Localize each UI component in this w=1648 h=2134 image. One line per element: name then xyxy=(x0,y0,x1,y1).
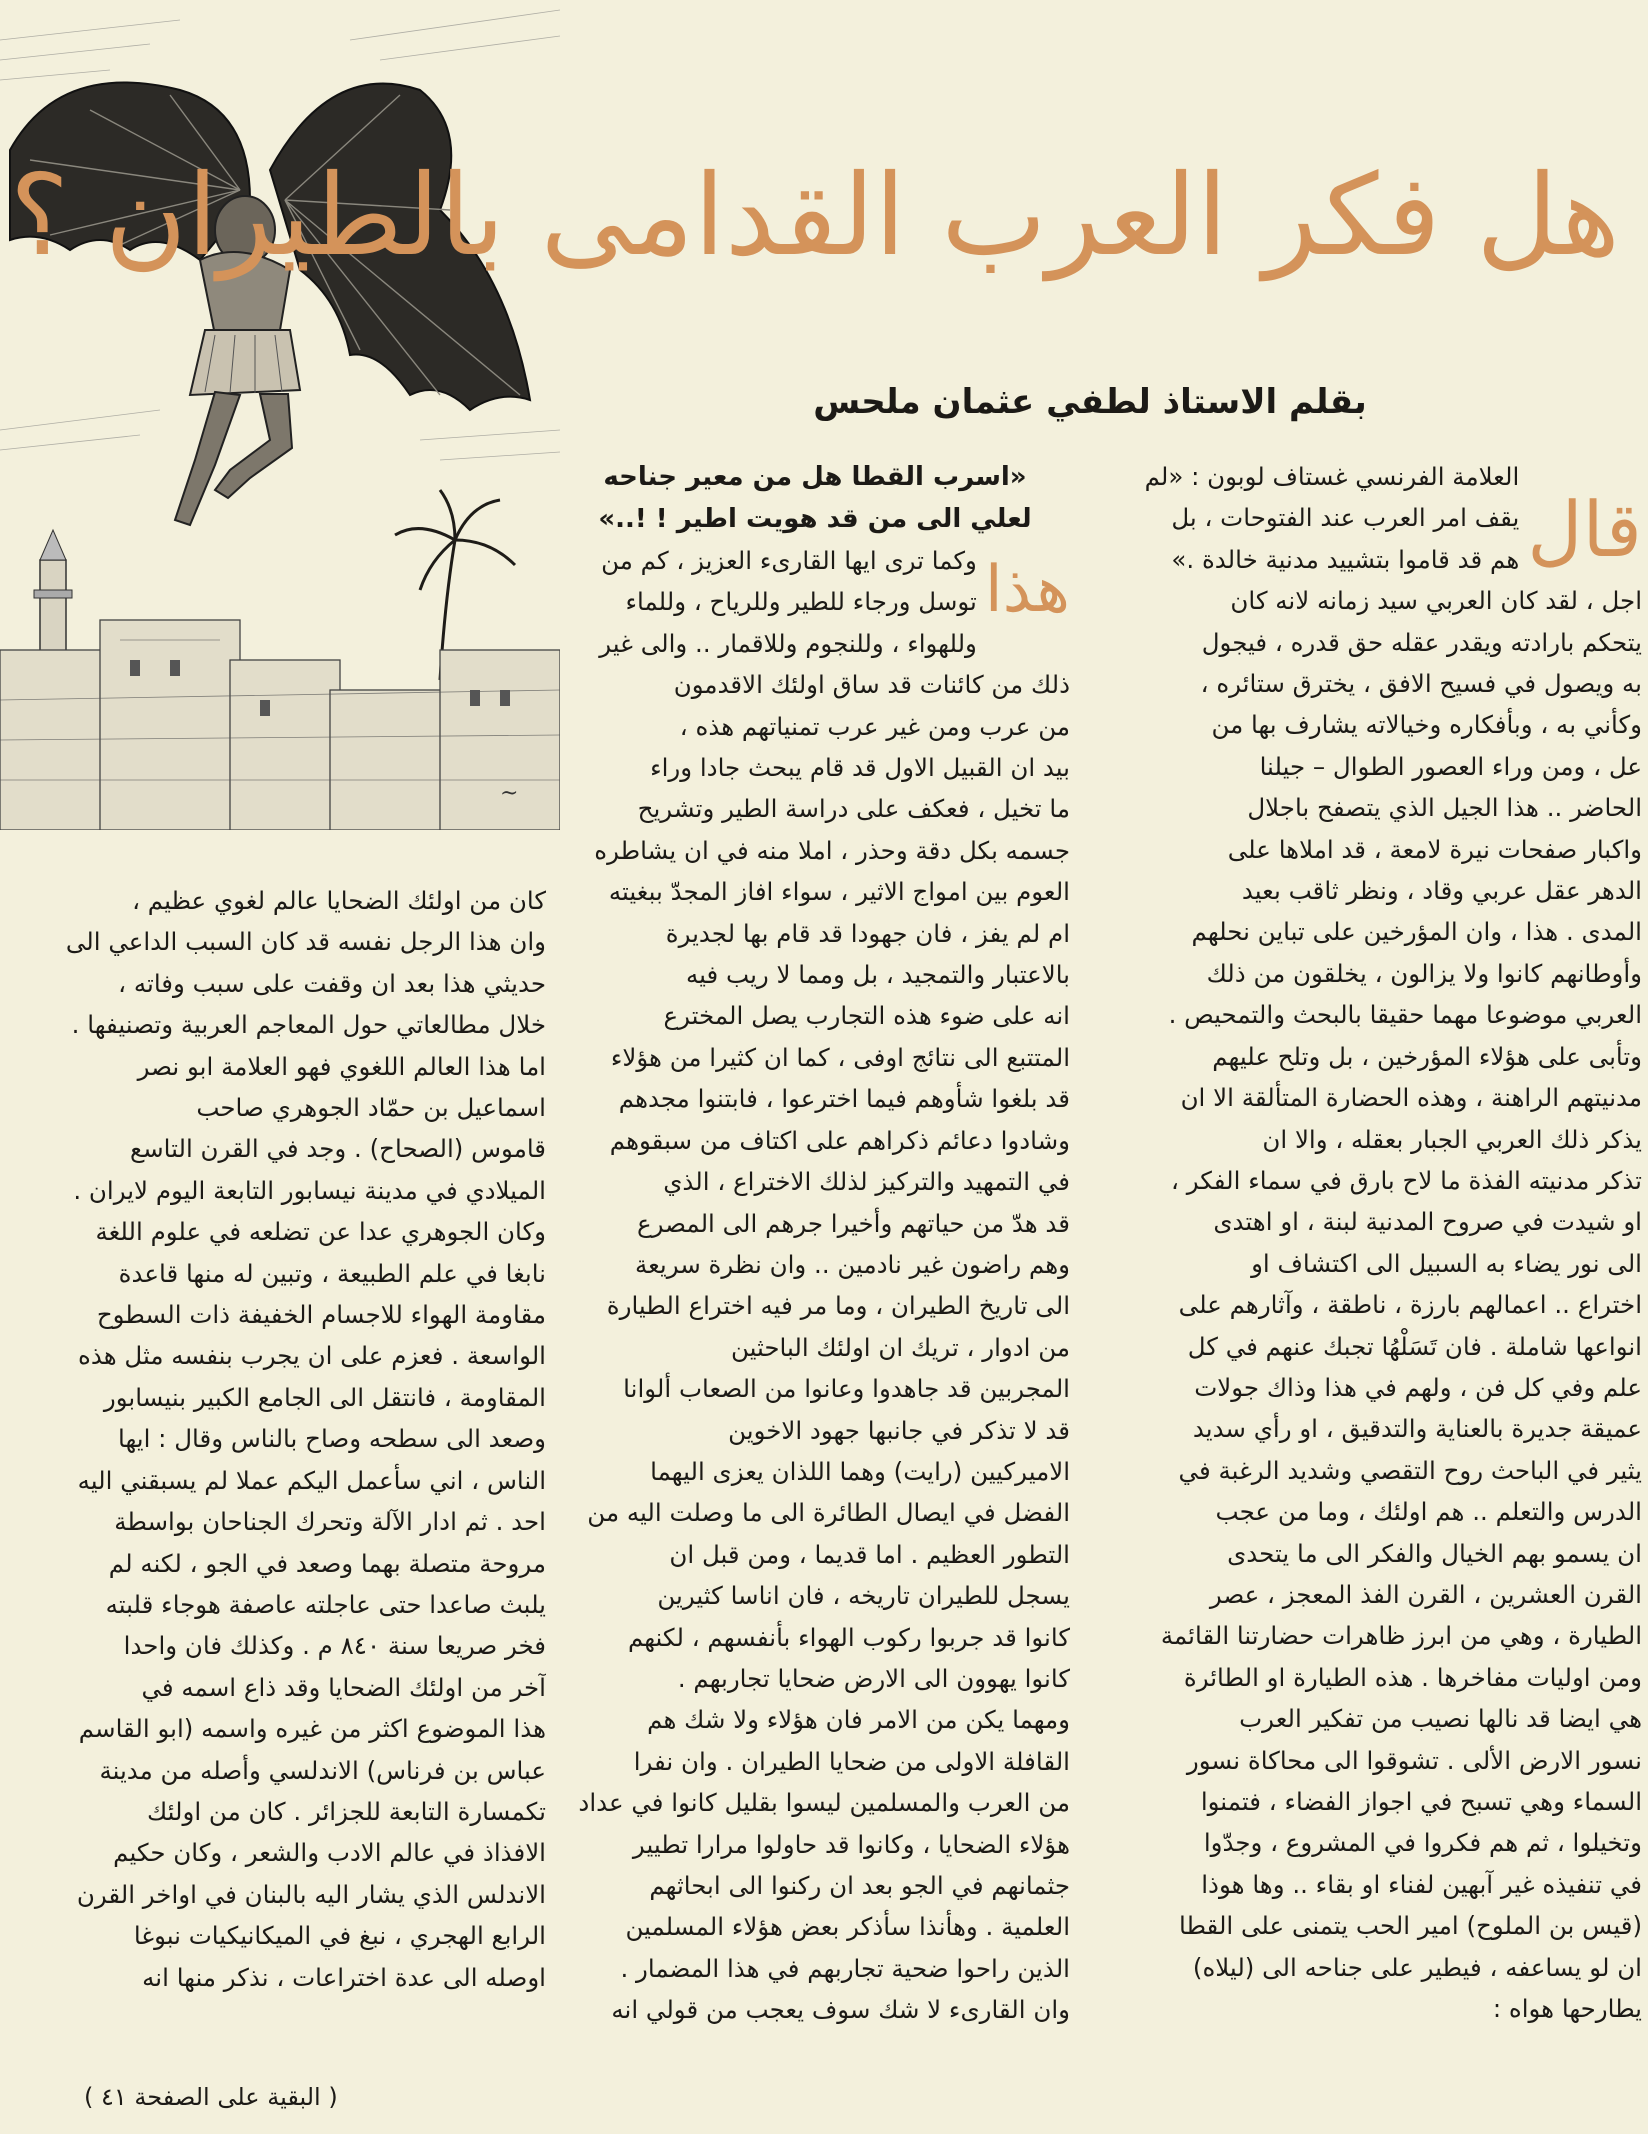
text-line: قد هدّ من حياتهم وأخيرا جرهم الى المصرع xyxy=(637,1208,1070,1238)
text-line: حديثي هذا بعد ان وقفت على سبب وفاته ، xyxy=(118,968,546,998)
article-title: هل فكر العرب القدامى بالطيران ؟ xyxy=(9,151,1620,281)
dropcap-right: قال xyxy=(1527,485,1642,574)
article-byline: بقلم الاستاذ لطفي عثمان ملحس xyxy=(813,382,1367,422)
text-column-left xyxy=(58,880,546,1998)
text-line: التطور العظيم . اما قديما ، ومن قبل ان xyxy=(669,1539,1070,1569)
text-line: هم قد قاموا بتشييد مدنية خالدة .» xyxy=(1171,544,1520,574)
text-line: الى تاريخ الطيران ، وما مر فيه اختراع الطيارة xyxy=(606,1291,1070,1321)
verse-line-2: لعلي الى من قد هويت اطير ! !..» xyxy=(598,504,1032,534)
text-line: وان القارىء لا شك سوف يعجب من قولي انه xyxy=(611,1995,1070,2025)
text-line: القافلة الاولى من ضحايا الطيران . وان نفرا xyxy=(633,1746,1070,1776)
text-line: الذين راحوا ضحية تجاربهم في هذا المضمار . xyxy=(620,1953,1070,1983)
text-line: تكمسارة التابعة للجزائر . كان من اولئك xyxy=(146,1796,546,1826)
text-line: بالاعتبار والتمجيد ، بل ومما لا ريب فيه xyxy=(686,960,1070,990)
text-line: يذكر ذلك العربي الجبار بعقله ، والا ان xyxy=(1262,1124,1642,1154)
text-line: قد بلغوا شأوهم فيما اخترعوا ، فابتنوا مجدهم xyxy=(618,1084,1070,1114)
text-line: الفضل في ايصال الطائرة الى ما وصلت اليه من xyxy=(587,1498,1070,1528)
text-line: احد . ثم ادار الآلة وتحرك الجناحان بواسطة xyxy=(114,1507,546,1537)
text-line: او شيدت في صروح المدنية لبنة ، او اهتدى xyxy=(1213,1207,1642,1237)
text-line: نابغا في علم الطبيعة ، وتبين له منها قاعدة xyxy=(118,1258,546,1288)
text-line: كانوا يهوون الى الارض ضحايا تجاربهم . xyxy=(677,1663,1070,1693)
text-line: القرن العشرين ، القرن الفذ المعجز ، عصر xyxy=(1209,1579,1642,1609)
text-line: الاندلس الذي يشار اليه بالبنان في اواخر القرن xyxy=(76,1879,546,1909)
text-line: الدهر عقل عربي وقاد ، ونظر ثاقب بعيد xyxy=(1241,876,1642,906)
text-line: المدى . هذا ، وان المؤرخين على تباين نحلهم xyxy=(1191,917,1642,947)
text-line: الاميركيين (رايت) وهما اللذان يعزى اليهما xyxy=(650,1456,1070,1486)
text-line: العلامة الفرنسي غستاف لوبون : «لم xyxy=(1144,462,1520,491)
text-line: الحاضر .. هذا الجيل الذي يتصفح باجلال xyxy=(1247,793,1642,823)
text-line: علم وفي كل فن ، ولهم في هذا وذاك جولات xyxy=(1194,1372,1642,1402)
text-line: الافذاذ في عالم الادب والشعر ، وكان حكيم xyxy=(113,1838,546,1868)
text-line: من العرب والمسلمين ليسوا بقليل كانوا في عداد xyxy=(578,1788,1070,1818)
text-line: توسل ورجاء للطير وللرياح ، وللماء xyxy=(625,587,977,617)
text-line: يتحكم بارادته ويقدر عقله حق قدره ، فيجول xyxy=(1201,627,1642,657)
text-line: تذكر مدنيته الفذة ما لاح بارق في سماء الفكر ، xyxy=(1171,1165,1642,1195)
text-line: خلال مطالعاتي حول المعاجم العربية وتصنيفها . xyxy=(71,1010,546,1040)
text-line: آخر من اولئك الضحايا وقد ذاع اسمه في xyxy=(141,1672,546,1702)
text-line: وتأبى على هؤلاء المؤرخين ، بل وتلح عليهم xyxy=(1212,1041,1642,1071)
text-line: وصعد الى سطحه وصاح بالناس وقال : ايها xyxy=(118,1424,546,1454)
verse-line-1: «اسرب القطا هل من معير جناحه xyxy=(603,462,1027,492)
text-line: في التمهيد والتركيز لذلك الاختراع ، الذي xyxy=(663,1167,1070,1197)
text-line: وكما ترى ايها القارىء العزيز ، كم من xyxy=(601,546,977,575)
text-line: جثمانهم في الجو بعد ان ركنوا الى ابحاثهم xyxy=(649,1871,1070,1900)
text-line: يثير في الباحث روح التقصي وشديد الرغبة في xyxy=(1178,1455,1642,1485)
text-line: نسور الارض الألى . تشوقوا الى محاكاة نسور xyxy=(1186,1745,1642,1775)
text-line: اسماعيل بن حمّاد الجوهري صاحب xyxy=(196,1093,546,1123)
text-line: وهم راضون غير نادمين .. وان نظرة سريعة xyxy=(634,1249,1070,1279)
text-line: مروحة متصلة بهما وصعد في الجو ، لكنه لم xyxy=(108,1548,546,1578)
text-line: يلبث صاعدا حتى عاجلته عاصفة هوجاء قلبته xyxy=(105,1589,546,1619)
text-line: قاموس (الصحاح) . وجد في القرن التاسع xyxy=(130,1134,546,1164)
text-line: هؤلاء الضحايا ، وكانوا قد حاولوا مرارا تطيير xyxy=(632,1829,1070,1859)
text-line: الرابع الهجري ، نبغ في الميكانيكيات نبوغا xyxy=(133,1921,546,1951)
text-line: الناس ، اني سأعمل اليكم عملا لم يسبقني اليه xyxy=(77,1465,546,1495)
text-line: الطيارة ، وهي من ابرز ظاهرات حضارتنا القائمة xyxy=(1160,1621,1642,1651)
text-line: جسمه بكل دقة وحذر ، املا منه في ان يشاطره xyxy=(594,835,1070,865)
text-line: ان يسمو بهم الخيال والفكر الى ما يتحدى xyxy=(1227,1538,1642,1568)
dropcap-middle: هذا xyxy=(984,553,1070,627)
text-line: اختراع .. اعمالهم بارزة ، ناطقة ، وآثارهم على xyxy=(1178,1290,1642,1320)
text-line: اما هذا العالم اللغوي فهو العلامة ابو نصر xyxy=(137,1051,546,1081)
text-line: يقف امر العرب عند الفتوحات ، بل xyxy=(1171,503,1520,533)
text-line: به ويصول في فسيح الافق ، يخترق ستائره ، xyxy=(1200,669,1642,699)
text-line: الدرس والتعلم .. هم اولئك ، وما من عجب xyxy=(1215,1497,1642,1527)
text-line: قد لا تذكر في جانبها جهود الاخوين xyxy=(728,1415,1070,1445)
text-line: المتتبع الى نتائج اوفى ، كما ان كثيرا من هؤلاء xyxy=(610,1042,1070,1072)
text-line: المقاومة ، فانتقل الى الجامع الكبير بنيسابور xyxy=(103,1382,546,1412)
text-line: الواسعة . فعزم على ان يجرب بنفسه مثل هذه xyxy=(78,1341,546,1371)
text-line: وان هذا الرجل نفسه قد كان السبب الداعي الى xyxy=(65,927,546,957)
text-line: من عرب ومن غير عرب تمنياتهم هذه ، xyxy=(679,711,1070,741)
text-line: بيد ان القبيل الاول قد قام يبحث جادا وراء xyxy=(650,753,1070,783)
text-column-middle xyxy=(560,456,1070,2031)
text-line: المجربين قد جاهدوا وعانوا من الصعاب ألوانا xyxy=(623,1374,1070,1404)
text-line: عباس بن فرناس) الاندلسي وأصله من مدينة xyxy=(99,1755,546,1785)
text-line: الى نور يضاء به السبيل الى اكتشاف او xyxy=(1251,1248,1642,1278)
text-line: ان لو يساعفه ، فيطير على جناحه الى (ليلاه) xyxy=(1192,1952,1642,1982)
text-line: هي ايضا قد نالها نصيب من تفكير العرب xyxy=(1239,1704,1642,1734)
text-line: هذا الموضوع اكثر من غيره واسمه (ابو القاسم xyxy=(78,1714,546,1744)
text-line: ذلك من كائنات قد ساق اولئك الاقدمون xyxy=(673,670,1070,700)
text-line: وكأني به ، وبأفكاره وخيالاته يشارف بها من xyxy=(1211,710,1642,740)
text-line: انه على ضوء هذه التجارب يصل المخترع xyxy=(663,1001,1070,1031)
text-line: مقاومة الهواء للاجسام الخفيفة ذات السطوح xyxy=(96,1300,546,1330)
text-line: وللهواء ، وللنجوم وللاقمار .. والى غير xyxy=(599,628,977,658)
text-line: في تنفيذه غير آبهين لفناء او بقاء .. وها هوذا xyxy=(1201,1869,1642,1899)
text-line: يطارحها هواه : xyxy=(1492,1994,1642,2024)
text-line: مدنيتهم الراهنة ، وهذه الحضارة المتألقة الا ان xyxy=(1180,1083,1642,1113)
text-line: العربي موضوعا مهما حقيقا بالبحث والتمحيص . xyxy=(1168,1000,1642,1030)
text-line: العلمية . وهأنذا سأذكر بعض هؤلاء المسلمين xyxy=(625,1912,1070,1942)
text-line: وأوطانهم كانوا ولا يزالون ، يخلقون من ذلك xyxy=(1206,958,1642,988)
svg-text:~: ~ xyxy=(500,781,519,806)
text-line: يسجل للطيران تاريخه ، فان اناسا كثيرين xyxy=(657,1581,1070,1611)
text-line: ومهما يكن من الامر فان هؤلاء ولا شك هم xyxy=(647,1705,1070,1735)
text-line: السماء وهي تسبح في اجواز الفضاء ، فتمنوا xyxy=(1200,1787,1642,1816)
text-line: اجل ، لقد كان العربي سيد زمانه لانه كان xyxy=(1230,586,1642,616)
text-line: ام لم يفز ، فان جهودا قد قام بها لجديرة xyxy=(665,918,1070,948)
text-line: الميلادي في مدينة نيسابور التابعة اليوم لايران . xyxy=(73,1175,546,1205)
continued-note: ( البقية على الصفحة ٤١ ) xyxy=(84,2083,338,2111)
text-column-right xyxy=(1092,456,1642,2029)
text-line: من ادوار ، تريك ان اولئك الباحثين xyxy=(730,1332,1070,1362)
text-line: (قيس بن الملوح) امير الحب يتمنى على القطا xyxy=(1178,1911,1642,1941)
text-line: وتخيلوا ، ثم هم فكروا في المشروع ، وجدّوا xyxy=(1203,1828,1642,1858)
text-line: عل ، ومن وراء العصور الطوال – جيلنا xyxy=(1259,751,1642,781)
text-line: فخر صريعا سنة ٨٤٠ م . وكذلك فان واحدا xyxy=(123,1631,546,1661)
text-line: كان من اولئك الضحايا عالم لغوي عظيم ، xyxy=(132,886,546,915)
text-line: انواعها شاملة . فان تَسَلْهُا تجبك عنهم في كل xyxy=(1187,1331,1642,1361)
text-line: العوم بين امواج الاثير ، سواء افاز المجدّ ببغيته xyxy=(608,877,1070,907)
text-line: وكان الجوهري عدا عن تضلعه في علوم اللغة xyxy=(95,1217,546,1247)
text-line: اوصله الى عدة اختراعات ، نذكر منها انه xyxy=(142,1962,546,1992)
text-line: واكبار صفحات نيرة لامعة ، قد املاها على xyxy=(1227,834,1642,864)
text-line: عميقة جديرة بالعناية والتدقيق ، او رأي سديد xyxy=(1192,1414,1642,1444)
text-line: ما تخيل ، فعكف على دراسة الطير وتشريح xyxy=(637,794,1070,824)
text-line: وشادوا دعائم ذكراهم على اكتاف من سبقوهم xyxy=(609,1125,1070,1155)
text-line: ومن اوليات مفاخرها . هذه الطيارة او الطائرة xyxy=(1183,1662,1642,1692)
text-line: كانوا قد جربوا ركوب الهواء بأنفسهم ، لكنهم xyxy=(627,1622,1070,1652)
